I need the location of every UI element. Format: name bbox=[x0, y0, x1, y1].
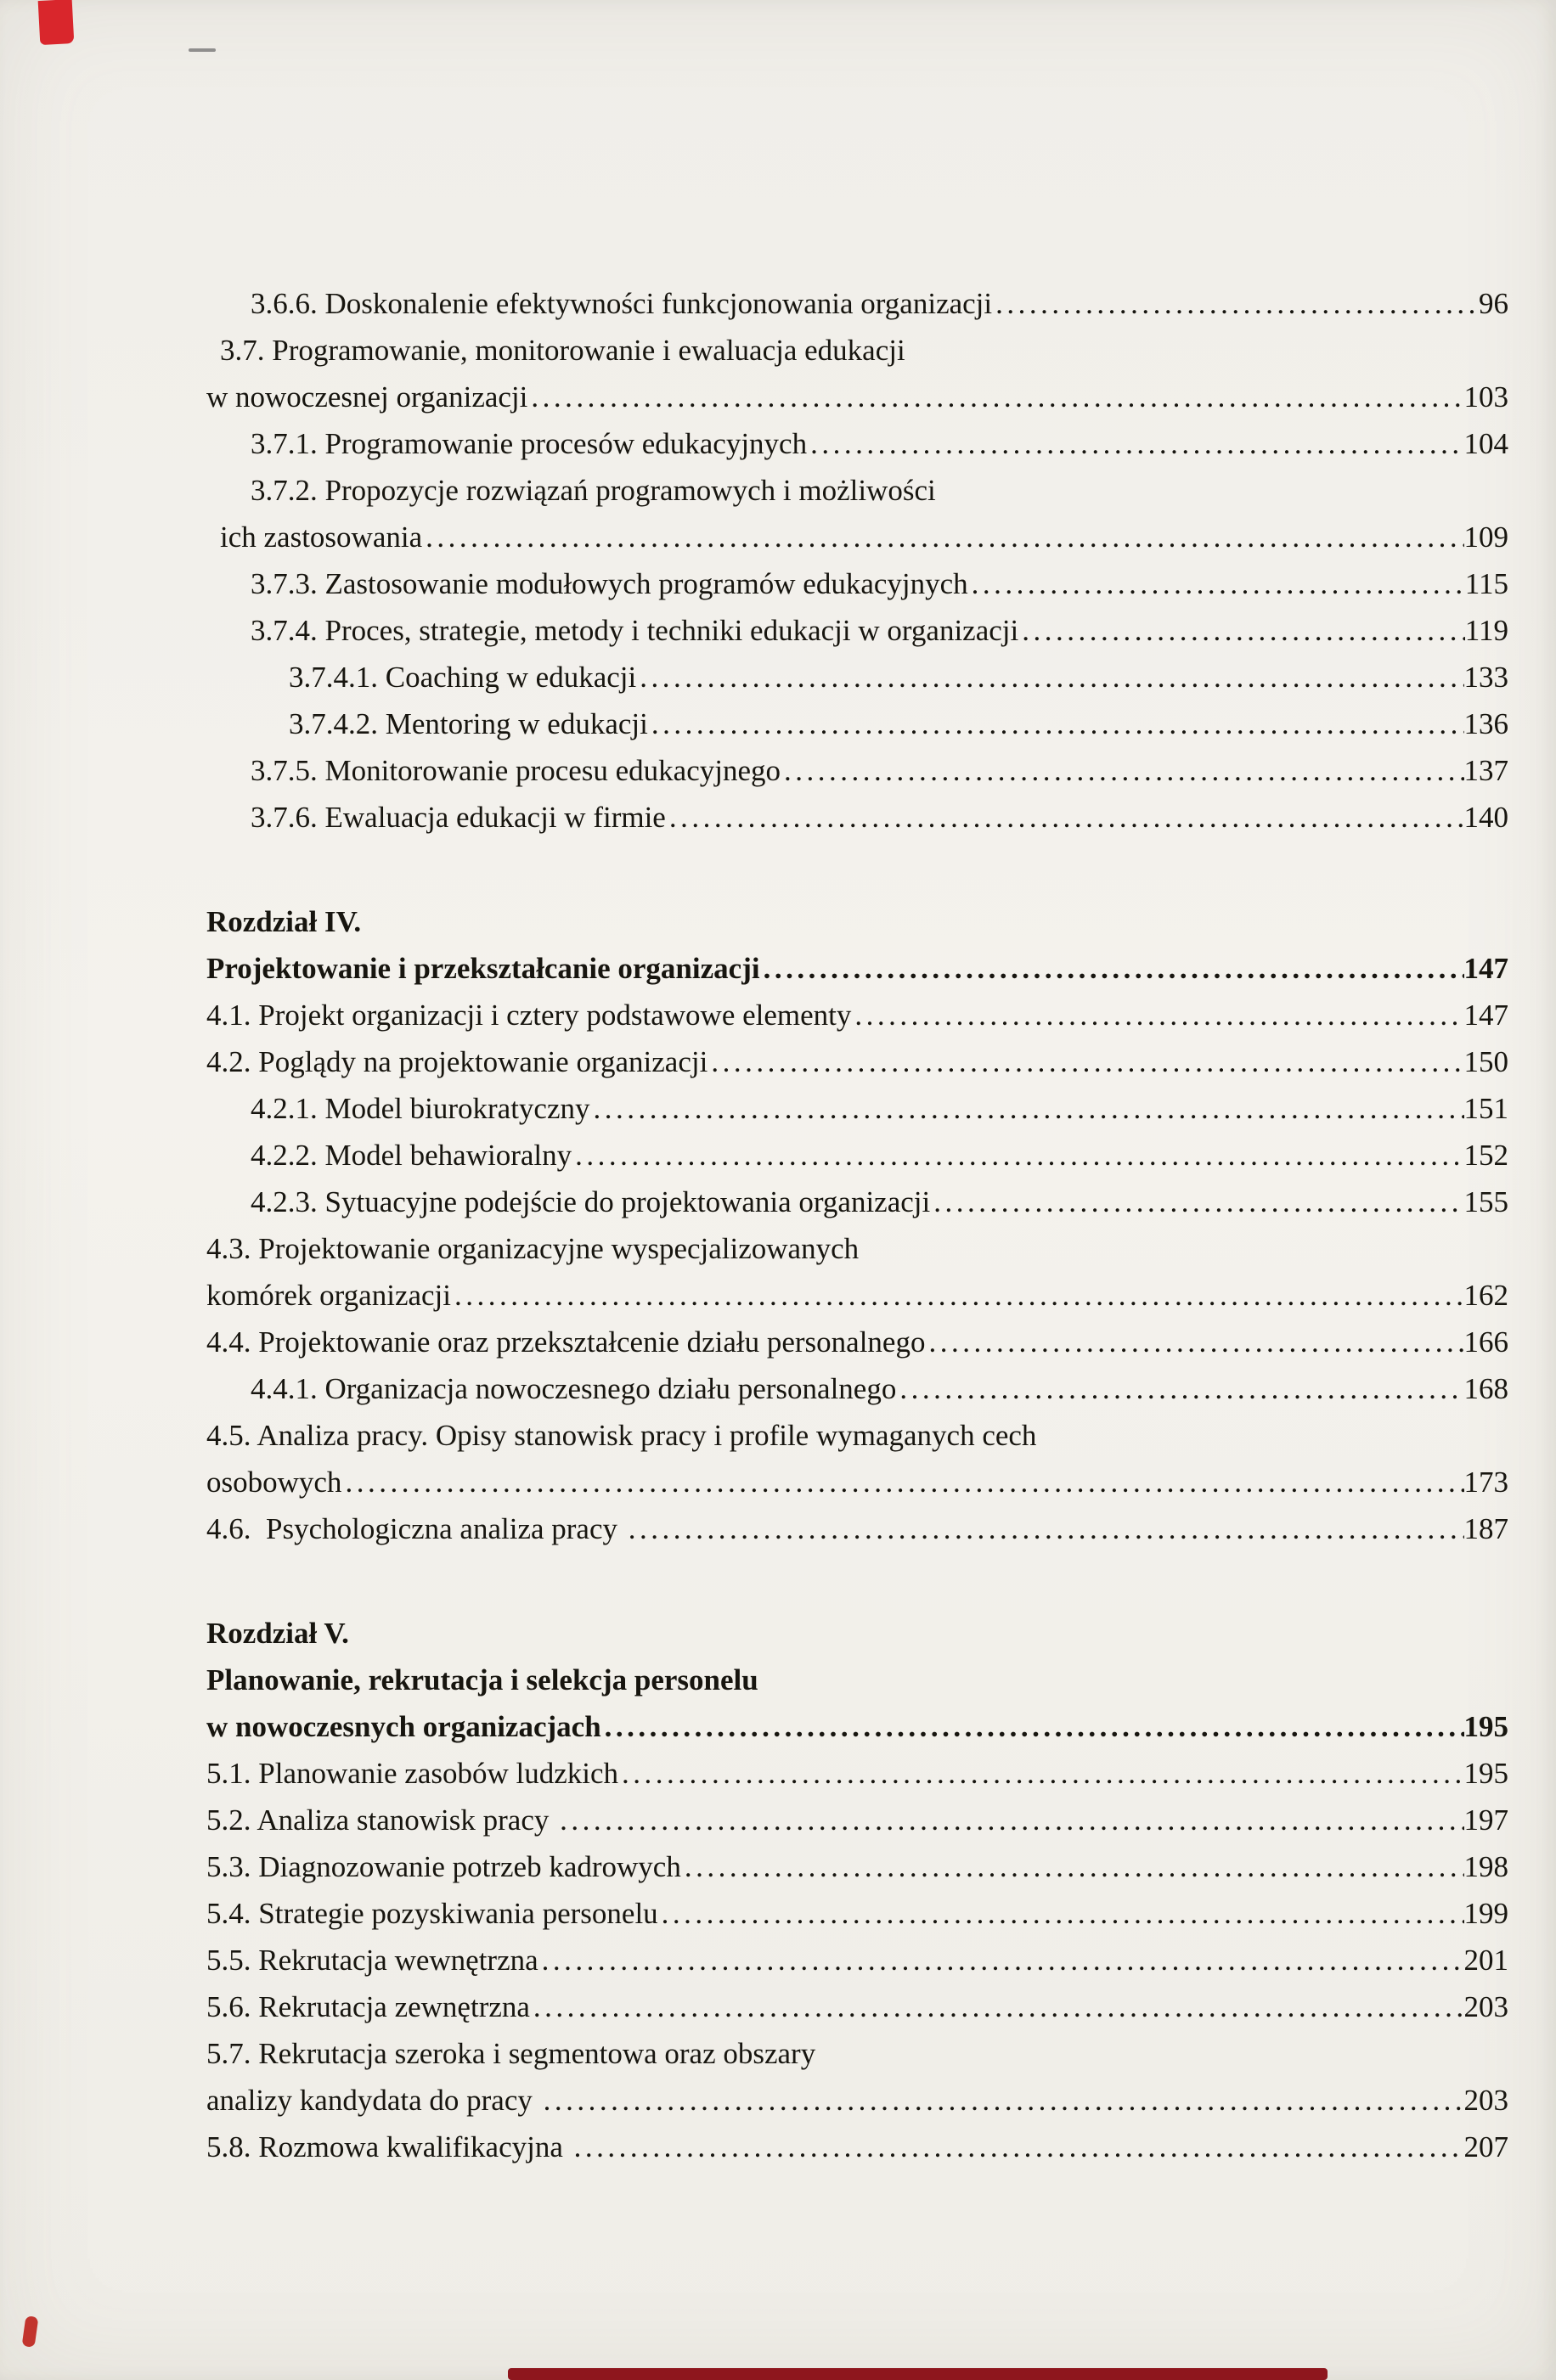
toc-page-number: 198 bbox=[1463, 1850, 1508, 1883]
toc-dot-leader bbox=[648, 700, 1464, 747]
toc-page-number: 151 bbox=[1463, 1092, 1508, 1125]
toc-entry bbox=[206, 747, 1508, 794]
toc-page-number: 162 bbox=[1463, 1279, 1508, 1312]
toc-entry bbox=[206, 327, 1508, 374]
toc-page-number: 166 bbox=[1463, 1325, 1508, 1359]
toc-page-number: 136 bbox=[1463, 707, 1508, 740]
toc-page-number: 199 bbox=[1463, 1897, 1508, 1930]
toc-entry bbox=[206, 1937, 1508, 1983]
toc-entry-label: 4.4. Projektowanie oraz przekształcenie działu personalnego bbox=[206, 1325, 926, 1359]
toc-entry-label: 5.7. Rekrutacja szeroka i segmentowa oraz obszary bbox=[206, 2037, 816, 2070]
toc-page-number: 133 bbox=[1463, 661, 1508, 694]
toc-entry bbox=[206, 1038, 1508, 1085]
toc-dot-leader bbox=[538, 1937, 1464, 1983]
toc-dot-leader bbox=[896, 1365, 1463, 1412]
toc-entry-label: 4.3. Projektowanie organizacyjne wyspecjalizowanych bbox=[206, 1232, 860, 1265]
toc-entry bbox=[206, 467, 1508, 514]
toc-entry bbox=[206, 1843, 1508, 1890]
toc-entry-label: 5.5. Rekrutacja wewnętrzna bbox=[206, 1944, 538, 1977]
toc-page-number: 195 bbox=[1463, 1757, 1508, 1790]
toc-chapter-heading bbox=[206, 1703, 1508, 1750]
toc-page-number: 207 bbox=[1463, 2130, 1508, 2163]
toc-entry-label: Rozdział V. bbox=[206, 1617, 349, 1650]
toc-dot-leader bbox=[527, 374, 1463, 420]
toc-entry bbox=[206, 1459, 1508, 1505]
toc-entry-label: 4.4.1. Organizacja nowoczesnego działu personalnego bbox=[251, 1372, 897, 1405]
toc-entry bbox=[206, 2030, 1508, 2077]
table-of-contents bbox=[206, 280, 1508, 2170]
toc-dot-leader bbox=[992, 280, 1479, 327]
toc-page-number: 109 bbox=[1463, 520, 1508, 554]
toc-dot-leader bbox=[571, 2124, 1464, 2170]
toc-dot-leader bbox=[781, 747, 1463, 794]
toc-page-number: 104 bbox=[1463, 427, 1508, 460]
toc-page-number: 173 bbox=[1463, 1466, 1508, 1499]
toc-entry bbox=[206, 514, 1508, 560]
toc-page-number: 203 bbox=[1463, 1990, 1508, 2023]
toc-page-number: 152 bbox=[1463, 1139, 1508, 1172]
toc-entry-label: 3.6.6. Doskonalenie efektywności funkcjonowania organizacji bbox=[251, 287, 993, 320]
toc-dot-leader bbox=[618, 1750, 1463, 1797]
toc-page-number: 168 bbox=[1463, 1372, 1508, 1405]
toc-entry bbox=[206, 2077, 1508, 2124]
toc-dot-leader bbox=[601, 1703, 1464, 1750]
toc-page-number: 155 bbox=[1463, 1185, 1508, 1218]
toc-entry-label: 4.6. Psychologiczna analiza pracy bbox=[206, 1512, 625, 1545]
toc-entry-label: 3.7.4. Proces, strategie, metody i techniki edukacji w organizacji bbox=[251, 614, 1019, 647]
toc-entry bbox=[206, 1225, 1508, 1272]
toc-dot-leader bbox=[1018, 607, 1465, 654]
toc-entry-label: 3.7.4.2. Mentoring w edukacji bbox=[289, 707, 648, 740]
toc-entry-label: ich zastosowania bbox=[220, 520, 423, 554]
toc-page-number: 197 bbox=[1463, 1803, 1508, 1837]
toc-entry bbox=[206, 1412, 1508, 1459]
toc-entry bbox=[206, 420, 1508, 467]
toc-entry bbox=[206, 1272, 1508, 1319]
toc-entry bbox=[206, 1365, 1508, 1412]
toc-dot-leader bbox=[625, 1505, 1464, 1552]
toc-entry-label: 4.1. Projekt organizacji i cztery podstawowe elementy bbox=[206, 999, 852, 1032]
toc-chapter-heading bbox=[206, 1657, 1508, 1703]
section-gap bbox=[206, 841, 1508, 898]
toc-dot-leader bbox=[341, 1459, 1463, 1505]
toc-entry-label: 5.4. Strategie pozyskiwania personelu bbox=[206, 1897, 658, 1930]
red-strip-bottom-edge bbox=[508, 2368, 1328, 2380]
toc-entry-label: 4.2.3. Sytuacyjne podejście do projektowania organizacji bbox=[251, 1185, 931, 1218]
toc-entry bbox=[206, 1085, 1508, 1132]
toc-entry bbox=[206, 374, 1508, 420]
toc-page-number: 187 bbox=[1463, 1512, 1508, 1545]
toc-page-number: 201 bbox=[1463, 1944, 1508, 1977]
toc-entry-label: analizy kandydata do pracy bbox=[206, 2084, 540, 2117]
toc-entry-label: w nowoczesnych organizacjach bbox=[206, 1710, 601, 1743]
toc-entry bbox=[206, 607, 1508, 654]
toc-chapter-heading bbox=[206, 898, 1508, 945]
toc-entry-label: 3.7.4.1. Coaching w edukacji bbox=[289, 661, 637, 694]
toc-dot-leader bbox=[851, 992, 1463, 1038]
toc-page-number: 195 bbox=[1463, 1710, 1508, 1743]
toc-dot-leader bbox=[451, 1272, 1464, 1319]
toc-entry-label: 5.6. Rekrutacja zewnętrzna bbox=[206, 1990, 530, 2023]
toc-entry bbox=[206, 280, 1508, 327]
toc-dot-leader bbox=[422, 514, 1463, 560]
toc-page-number: 119 bbox=[1464, 614, 1508, 647]
toc-entry bbox=[206, 1983, 1508, 2030]
toc-chapter-heading bbox=[206, 1610, 1508, 1657]
toc-entry-label: 4.2. Poglądy na projektowanie organizacji bbox=[206, 1045, 708, 1078]
toc-entry bbox=[206, 1505, 1508, 1552]
toc-entry-label: 5.1. Planowanie zasobów ludzkich bbox=[206, 1757, 619, 1790]
red-pen-mark-bottom-left bbox=[22, 2315, 39, 2348]
toc-entry bbox=[206, 1797, 1508, 1843]
toc-dot-leader bbox=[636, 654, 1463, 700]
toc-dot-leader bbox=[708, 1038, 1463, 1085]
toc-chapter-heading bbox=[206, 945, 1508, 992]
toc-entry-label: 4.2.1. Model biurokratyczny bbox=[251, 1092, 590, 1125]
toc-dot-leader bbox=[572, 1132, 1463, 1179]
toc-entry bbox=[206, 2124, 1508, 2170]
toc-entry-label: 3.7. Programowanie, monitorowanie i ewaluacja edukacji bbox=[220, 334, 905, 367]
toc-entry-label: w nowoczesnej organizacji bbox=[206, 380, 528, 414]
toc-page-number: 96 bbox=[1479, 287, 1508, 320]
toc-entry-label: 3.7.5. Monitorowanie procesu edukacyjnego bbox=[251, 754, 781, 787]
toc-page-number: 147 bbox=[1463, 952, 1508, 985]
toc-entry-label: osobowych bbox=[206, 1466, 342, 1499]
toc-entry-label: Rozdział IV. bbox=[206, 905, 362, 938]
toc-entry-label: 5.2. Analiza stanowisk pracy bbox=[206, 1803, 557, 1837]
toc-dot-leader bbox=[556, 1797, 1463, 1843]
toc-entry bbox=[206, 1750, 1508, 1797]
toc-page-number: 137 bbox=[1463, 754, 1508, 787]
toc-dot-leader bbox=[925, 1319, 1463, 1365]
toc-dot-leader bbox=[681, 1843, 1464, 1890]
toc-page-number: 203 bbox=[1463, 2084, 1508, 2117]
toc-dot-leader bbox=[968, 560, 1465, 607]
toc-entry-label: 3.7.3. Zastosowanie modułowych programów edukacyjnych bbox=[251, 567, 968, 600]
toc-page-number: 115 bbox=[1464, 567, 1508, 600]
toc-entry bbox=[206, 1890, 1508, 1937]
toc-dot-leader bbox=[590, 1085, 1464, 1132]
toc-entry-label: komórek organizacji bbox=[206, 1279, 451, 1312]
toc-entry-label: 4.5. Analiza pracy. Opisy stanowisk pracy i profile wymaganych cech bbox=[206, 1419, 1037, 1452]
toc-dot-leader bbox=[807, 420, 1463, 467]
toc-entry bbox=[206, 654, 1508, 700]
toc-dot-leader bbox=[658, 1890, 1464, 1937]
toc-page-number: 150 bbox=[1463, 1045, 1508, 1078]
toc-entry bbox=[206, 1132, 1508, 1179]
toc-entry bbox=[206, 1179, 1508, 1225]
toc-entry-label: 4.2.2. Model behawioralny bbox=[251, 1139, 572, 1172]
toc-entry bbox=[206, 992, 1508, 1038]
toc-entry-label: 3.7.6. Ewaluacja edukacji w firmie bbox=[251, 801, 666, 834]
red-pen-mark-top-left bbox=[38, 0, 75, 45]
toc-dot-leader bbox=[930, 1179, 1463, 1225]
toc-entry-label: Planowanie, rekrutacja i selekcja personelu bbox=[206, 1663, 758, 1696]
toc-entry bbox=[206, 560, 1508, 607]
toc-dot-leader bbox=[540, 2077, 1464, 2124]
toc-page-number: 140 bbox=[1463, 801, 1508, 834]
toc-entry-label: 3.7.1. Programowanie procesów edukacyjnych bbox=[251, 427, 808, 460]
toc-entry bbox=[206, 700, 1508, 747]
toc-dot-leader bbox=[530, 1983, 1464, 2030]
scan-dash-artifact bbox=[189, 48, 216, 52]
toc-entry-label: Projektowanie i przekształcanie organizacji bbox=[206, 952, 760, 985]
section-gap bbox=[206, 1552, 1508, 1610]
toc-dot-leader bbox=[666, 794, 1464, 841]
toc-entry-label: 5.8. Rozmowa kwalifikacyjna bbox=[206, 2130, 571, 2163]
toc-page-number: 147 bbox=[1463, 999, 1508, 1032]
toc-entry bbox=[206, 794, 1508, 841]
toc-dot-leader bbox=[760, 945, 1464, 992]
toc-page-number: 103 bbox=[1463, 380, 1508, 414]
toc-entry-label: 5.3. Diagnozowanie potrzeb kadrowych bbox=[206, 1850, 681, 1883]
toc-entry bbox=[206, 1319, 1508, 1365]
toc-entry-label: 3.7.2. Propozycje rozwiązań programowych i możliwości bbox=[251, 474, 936, 507]
